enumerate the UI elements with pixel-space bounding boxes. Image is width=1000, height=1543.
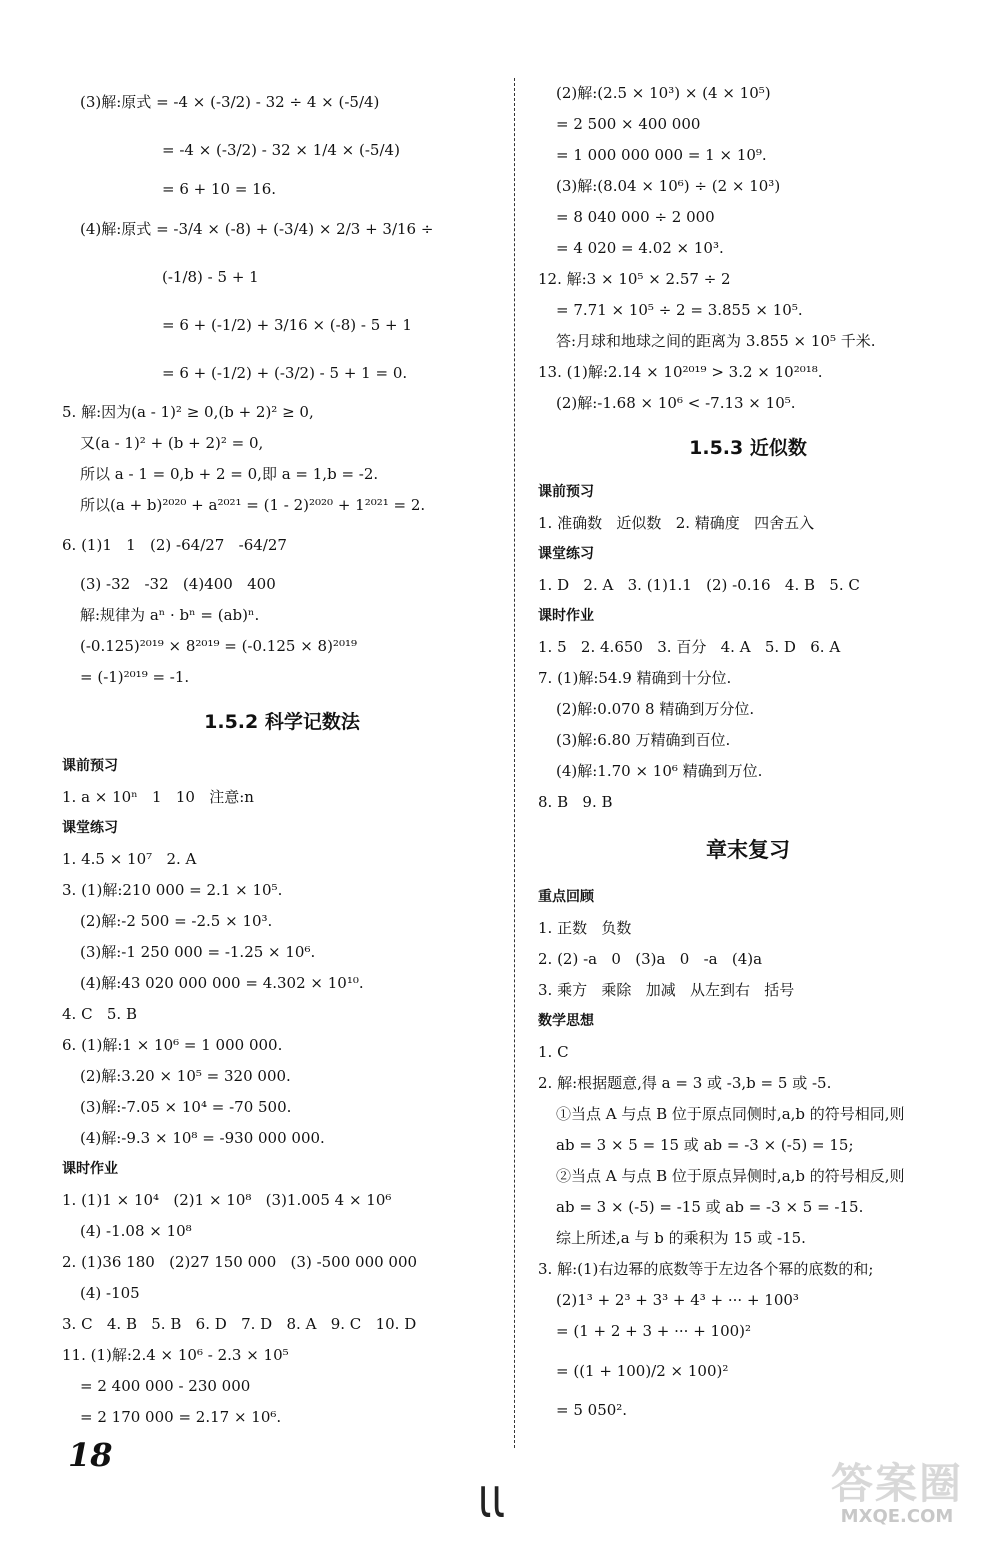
answer-line: (2)解:0.070 8 精确到万分位. (556, 700, 755, 718)
answer-line: 3. C 4. B 5. B 6. D 7. D 8. A 9. C 10. D (62, 1315, 417, 1333)
answer-line: = 7.71 × 10⁵ ÷ 2 = 3.855 × 10⁵. (556, 301, 803, 319)
answer-line: (4)解:原式 = -3/4 × (-8) + (-3/4) × 2/3 + 3/16 ÷ (80, 220, 434, 238)
answer-line: (4)解:-9.3 × 10⁸ = -930 000 000. (80, 1129, 325, 1147)
section-title: 1.5.2 科学记数法 (204, 711, 360, 733)
answer-line: (3)解:-1 250 000 = -1.25 × 10⁶. (80, 943, 316, 961)
subsection-heading: 课前预习 (538, 484, 594, 500)
answer-line: 2. 解:根据题意,得 a = 3 或 -3,b = 5 或 -5. (538, 1074, 832, 1092)
answer-line: (3) -32 -32 (4)400 400 (80, 575, 276, 593)
answer-line: 4. C 5. B (62, 1005, 137, 1023)
answer-line: = 6 + (-1/2) + (-3/2) - 5 + 1 = 0. (162, 364, 408, 382)
answer-line: = (1 + 2 + 3 + ··· + 100)² (556, 1322, 752, 1340)
subsection-heading: 课堂练习 (62, 820, 118, 836)
answer-line: (2)解:-1.68 × 10⁶ < -7.13 × 10⁵. (556, 394, 796, 412)
answer-line: = 2 170 000 = 2.17 × 10⁶. (80, 1408, 282, 1426)
subsection-heading: 课堂练习 (538, 546, 594, 562)
left-column (62, 78, 502, 1433)
answer-line: 8. B 9. B (538, 793, 613, 811)
answer-line: = 6 + (-1/2) + 3/16 × (-8) - 5 + 1 (162, 316, 412, 334)
answer-line: 1. C (538, 1043, 569, 1061)
subsection-heading: 课时作业 (538, 608, 594, 624)
answer-line: (4)解:1.70 × 10⁶ 精确到万位. (556, 762, 763, 780)
section-title: 章末复习 (706, 838, 790, 862)
answer-line: 2. (2) -a 0 (3)a 0 -a (4)a (538, 950, 763, 968)
answer-line: 3. 解:(1)右边幂的底数等于左边各个幂的底数的和; (538, 1260, 874, 1278)
answer-line: 6. (1)解:1 × 10⁶ = 1 000 000. (62, 1036, 283, 1054)
handwritten-mark: ιι (478, 1466, 506, 1532)
answer-line: (2)1³ + 2³ + 3³ + 4³ + ··· + 100³ (556, 1291, 799, 1309)
subsection-heading: 数学思想 (538, 1013, 594, 1029)
answer-line: 3. 乘方 乘除 加减 从左到右 括号 (538, 981, 795, 999)
answer-line: 12. 解:3 × 10⁵ × 2.57 ÷ 2 (538, 270, 731, 288)
answer-line: 解:规律为 aⁿ · bⁿ = (ab)ⁿ. (80, 606, 260, 624)
subsection-heading: 课前预习 (62, 758, 118, 774)
answer-line: = 2 500 × 400 000 (556, 115, 701, 133)
answer-line: 6. (1)1 1 (2) -64/27 -64/27 (62, 536, 287, 554)
answer-line: 又(a - 1)² + (b + 2)² = 0, (80, 434, 264, 452)
answer-line: ②当点 A 与点 B 位于原点异侧时,a,b 的符号相反,则 (556, 1167, 905, 1185)
answer-line: (3)解:原式 = -4 × (-3/2) - 32 ÷ 4 × (-5/4) (80, 93, 380, 111)
answer-line: = 2 400 000 - 230 000 (80, 1377, 251, 1395)
watermark-text: 答案圈 (830, 1459, 963, 1508)
subsection-heading: 重点回顾 (538, 889, 594, 905)
answer-line: 1. 4.5 × 10⁷ 2. A (62, 850, 197, 868)
answer-line: (4) -105 (80, 1284, 140, 1302)
answer-line: = (-1)²⁰¹⁹ = -1. (80, 668, 190, 686)
subsection-heading: 课时作业 (62, 1161, 118, 1177)
answer-line: 综上所述,a 与 b 的乘积为 15 或 -15. (556, 1229, 806, 1247)
answer-line: (2)解:-2 500 = -2.5 × 10³. (80, 912, 273, 930)
answer-line: 1. D 2. A 3. (1)1.1 (2) -0.16 4. B 5. C (538, 576, 860, 594)
answer-line: 所以(a + b)²⁰²⁰ + a²⁰²¹ = (1 - 2)²⁰²⁰ + 1²⁰²¹ = 2. (80, 496, 426, 514)
answer-line: (3)解:(8.04 × 10⁶) ÷ (2 × 10³) (556, 177, 781, 195)
column-divider (514, 78, 515, 1448)
answer-line: 2. (1)36 180 (2)27 150 000 (3) -500 000 000 (62, 1253, 418, 1271)
answer-line: 13. (1)解:2.14 × 10²⁰¹⁹ > 3.2 × 10²⁰¹⁸. (538, 363, 823, 381)
answer-line: = 4 020 = 4.02 × 10³. (556, 239, 724, 257)
answer-line: 1. 准确数 近似数 2. 精确度 四舍五入 (538, 514, 815, 532)
answer-line: (4)解:43 020 000 000 = 4.302 × 10¹⁰. (80, 974, 364, 992)
answer-line: = ((1 + 100)/2 × 100)² (556, 1362, 729, 1380)
answer-line: 答:月球和地球之间的距离为 3.855 × 10⁵ 千米. (556, 332, 876, 350)
answer-line: 7. (1)解:54.9 精确到十分位. (538, 669, 732, 687)
watermark-url: MXQE.COM (840, 1506, 954, 1527)
answer-line: (-1/8) - 5 + 1 (162, 268, 259, 286)
answer-line: (-0.125)²⁰¹⁹ × 8²⁰¹⁹ = (-0.125 × 8)²⁰¹⁹ (80, 637, 357, 655)
answer-line: (3)解:6.80 万精确到百位. (556, 731, 731, 749)
answer-line: 5. 解:因为(a - 1)² ≥ 0,(b + 2)² ≥ 0, (62, 403, 314, 421)
answer-line: 1. (1)1 × 10⁴ (2)1 × 10⁸ (3)1.005 4 × 10⁶ (62, 1191, 392, 1209)
answer-line: ab = 3 × (-5) = -15 或 ab = -3 × 5 = -15. (556, 1198, 864, 1216)
answer-line: 3. (1)解:210 000 = 2.1 × 10⁵. (62, 881, 283, 899)
answer-line: (2)解:(2.5 × 10³) × (4 × 10⁵) (556, 84, 771, 102)
answer-line: (2)解:3.20 × 10⁵ = 320 000. (80, 1067, 291, 1085)
answer-line: 1. a × 10ⁿ 1 10 注意:n (62, 788, 254, 806)
answer-line: (3)解:-7.05 × 10⁴ = -70 500. (80, 1098, 292, 1116)
answer-line: 1. 正数 负数 (538, 919, 632, 937)
answer-line: = 8 040 000 ÷ 2 000 (556, 208, 715, 226)
answer-line: 11. (1)解:2.4 × 10⁶ - 2.3 × 10⁵ (62, 1346, 289, 1364)
answer-line: = 5 050². (556, 1401, 628, 1419)
answer-line: 所以 a - 1 = 0,b + 2 = 0,即 a = 1,b = -2. (80, 465, 379, 483)
answer-line: = 1 000 000 000 = 1 × 10⁹. (556, 146, 767, 164)
right-column (538, 78, 958, 1426)
page-number: 18 (68, 1436, 113, 1474)
answer-line: ab = 3 × 5 = 15 或 ab = -3 × (-5) = 15; (556, 1136, 854, 1154)
watermark-logo (812, 1459, 982, 1532)
answer-line: ①当点 A 与点 B 位于原点同侧时,a,b 的符号相同,则 (556, 1105, 905, 1123)
section-title: 1.5.3 近似数 (689, 437, 807, 459)
answer-line: = 6 + 10 = 16. (162, 180, 277, 198)
answer-line: = -4 × (-3/2) - 32 × 1/4 × (-5/4) (162, 141, 400, 159)
answer-line: 1. 5 2. 4.650 3. 百分 4. A 5. D 6. A (538, 638, 841, 656)
answer-line: (4) -1.08 × 10⁸ (80, 1222, 192, 1240)
